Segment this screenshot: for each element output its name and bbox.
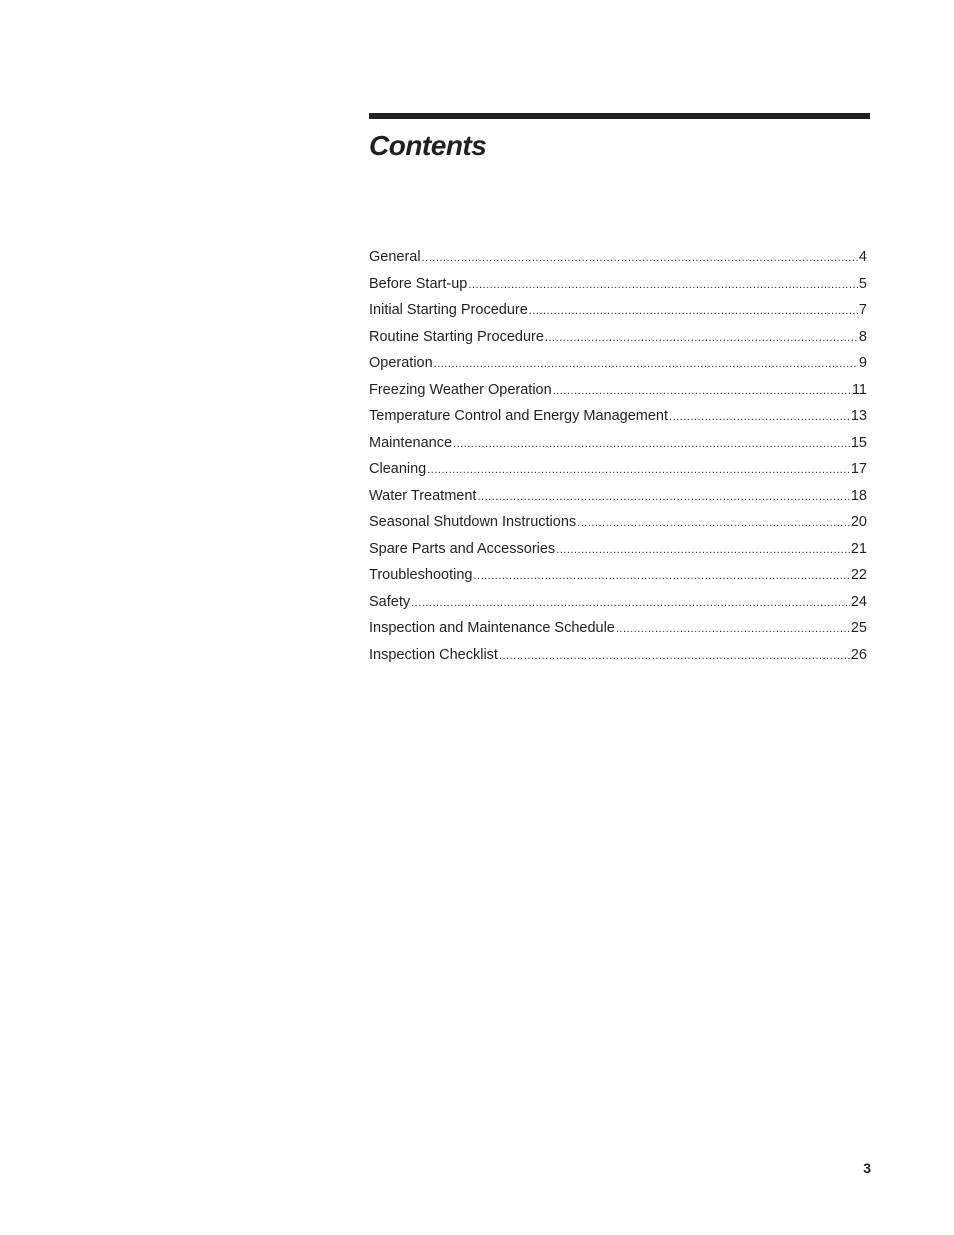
toc-entry-initial-starting-procedure[interactable]	[369, 297, 867, 324]
toc-entry-maintenance[interactable]	[369, 430, 867, 457]
page-title: Contents	[369, 130, 487, 161]
toc-entry-temperature-control[interactable]	[369, 403, 867, 430]
toc-entry-inspection-maintenance-schedule[interactable]	[369, 615, 867, 642]
toc-entry-page: 15	[850, 434, 867, 451]
toc-entry-label: Before Start-up	[369, 275, 468, 292]
dot-leader	[616, 616, 850, 642]
toc-entry-page: 26	[850, 646, 867, 663]
toc-entry-label: Maintenance	[369, 434, 453, 451]
toc-entry-label: Troubleshooting	[369, 567, 473, 583]
toc-entry-page: 8	[858, 328, 867, 345]
toc-entry-label: Initial Starting Procedure	[369, 302, 528, 318]
table-of-contents	[369, 244, 867, 668]
page-number: 3	[863, 1160, 871, 1176]
toc-entry-label: Temperature Control and Energy Management	[369, 408, 669, 424]
toc-entry-general[interactable]	[369, 244, 867, 271]
dot-leader	[427, 457, 850, 483]
dot-leader	[411, 590, 850, 616]
dot-leader	[422, 245, 858, 271]
toc-entry-label: Inspection and Maintenance Schedule	[369, 620, 615, 636]
toc-entry-water-treatment[interactable]	[369, 483, 867, 510]
toc-entry-inspection-checklist[interactable]	[369, 642, 867, 669]
dot-leader	[473, 563, 849, 589]
toc-entry-seasonal-shutdown[interactable]	[369, 509, 867, 536]
toc-entry-before-start-up[interactable]	[369, 271, 867, 298]
toc-entry-page: 24	[850, 593, 867, 610]
toc-entry-page: 9	[858, 355, 867, 371]
toc-entry-cleaning[interactable]	[369, 456, 867, 483]
toc-entry-label: Water Treatment	[369, 487, 477, 504]
toc-entry-safety[interactable]	[369, 589, 867, 616]
toc-entry-label: Routine Starting Procedure	[369, 328, 544, 345]
toc-entry-operation[interactable]	[369, 350, 867, 377]
toc-entry-freezing-weather-operation[interactable]	[369, 377, 867, 404]
toc-entry-page: 25	[850, 620, 867, 636]
toc-entry-page: 7	[858, 302, 867, 318]
dot-leader	[477, 484, 849, 510]
toc-entry-page: 4	[858, 249, 867, 265]
dot-leader	[553, 378, 851, 404]
toc-entry-label: Spare Parts and Accessories	[369, 540, 556, 557]
toc-entry-routine-starting-procedure[interactable]	[369, 324, 867, 351]
heading-rule	[369, 113, 870, 119]
dot-leader	[545, 325, 858, 351]
toc-entry-label: Cleaning	[369, 461, 427, 477]
toc-entry-label: Freezing Weather Operation	[369, 381, 552, 398]
toc-entry-label: Safety	[369, 593, 411, 610]
dot-leader	[499, 643, 850, 669]
toc-entry-page: 11	[851, 381, 867, 398]
toc-entry-page: 17	[850, 461, 867, 477]
toc-entry-label: Operation	[369, 355, 433, 371]
dot-leader	[468, 272, 858, 298]
toc-entry-page: 20	[850, 514, 867, 530]
dot-leader	[577, 510, 850, 536]
toc-entry-troubleshooting[interactable]	[369, 562, 867, 589]
dot-leader	[556, 537, 850, 563]
toc-entry-spare-parts[interactable]	[369, 536, 867, 563]
toc-entry-page: 13	[850, 408, 867, 424]
toc-entry-page: 22	[850, 567, 867, 583]
toc-entry-label: Inspection Checklist	[369, 646, 498, 663]
toc-entry-label: Seasonal Shutdown Instructions	[369, 514, 577, 530]
dot-leader	[529, 298, 858, 324]
dot-leader	[669, 404, 850, 430]
dot-leader	[453, 431, 850, 457]
dot-leader	[434, 351, 858, 377]
toc-entry-page: 5	[858, 275, 867, 292]
toc-entry-page: 21	[850, 540, 867, 557]
toc-entry-page: 18	[850, 487, 867, 504]
toc-entry-label: General	[369, 249, 421, 265]
